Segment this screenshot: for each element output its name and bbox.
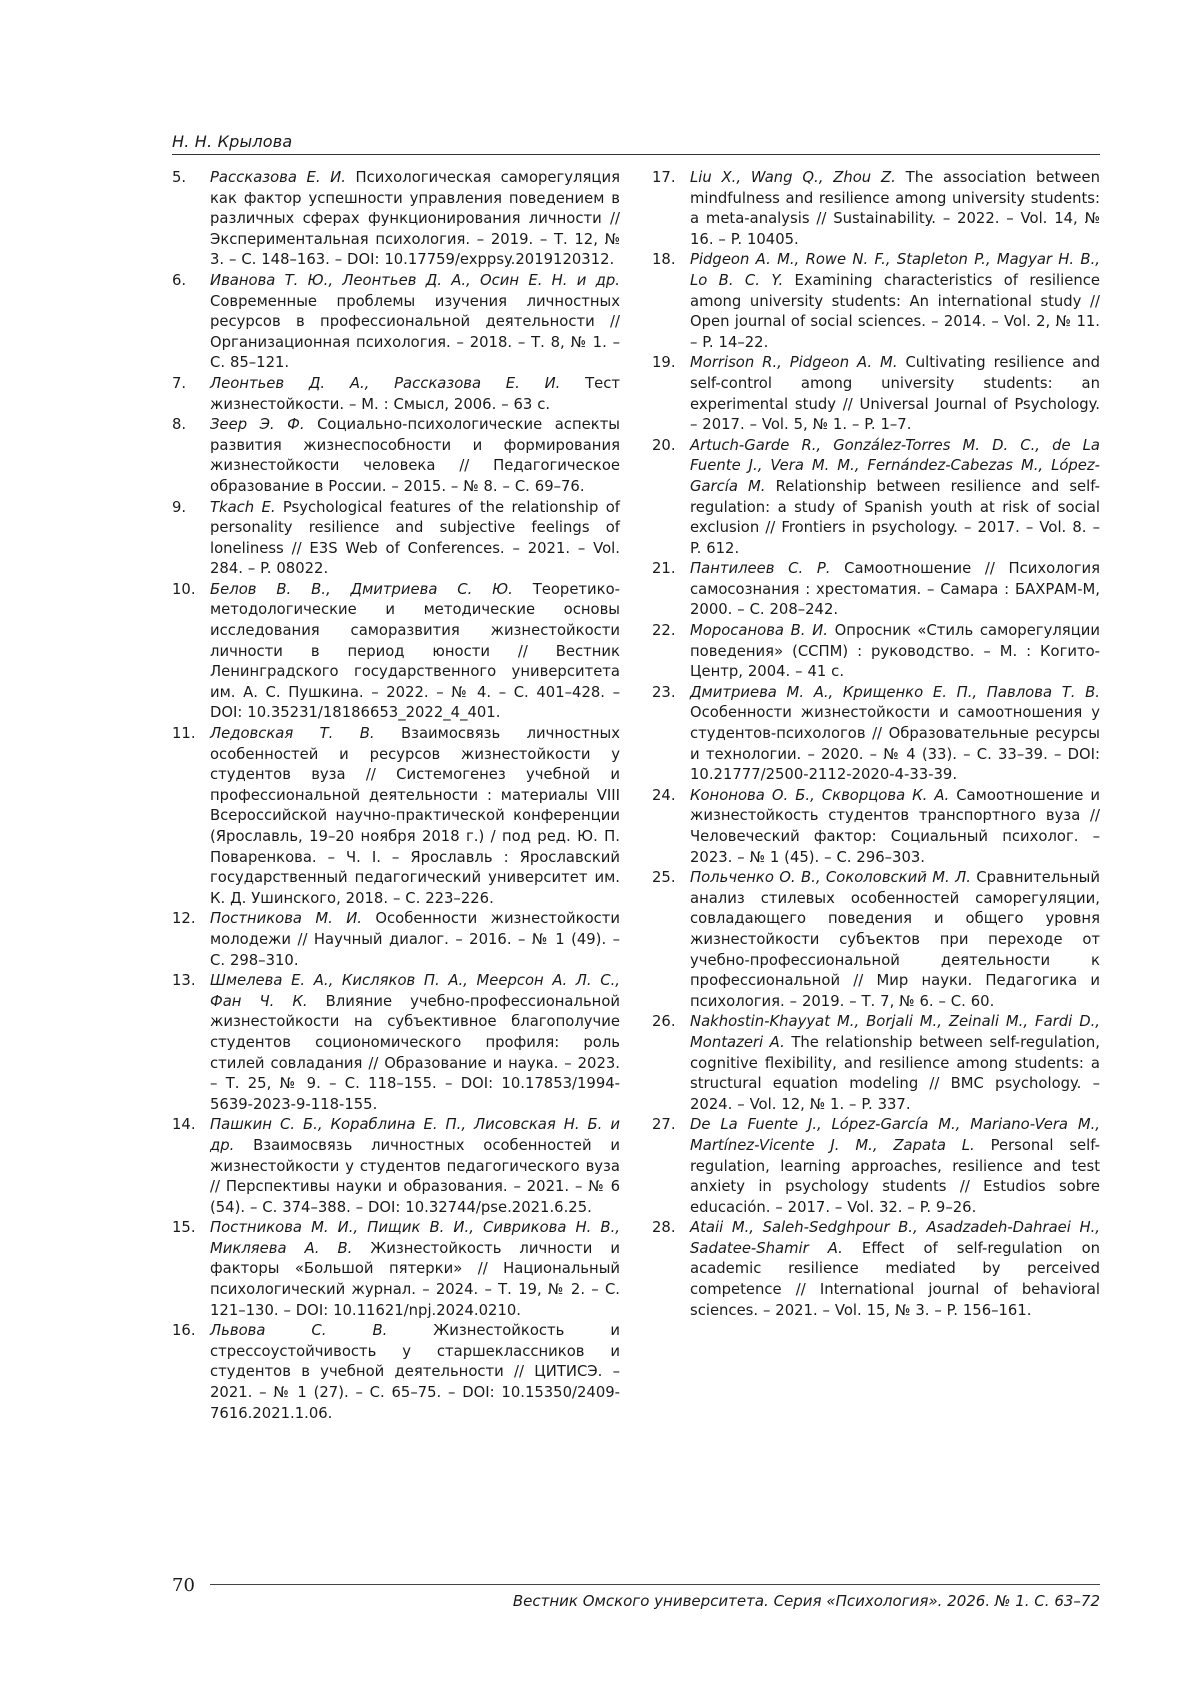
running-header-author: Н. Н. Крылова xyxy=(172,132,293,151)
reference-text: Опросник «Стиль саморегуляции поведения» (ССПМ) : руководство. – М. : Когито-Центр, 2004. – 41 с. xyxy=(690,622,1100,681)
reference-authors: Постникова М. И. xyxy=(210,910,363,928)
reference-text: The relationship between self-regulation, cognitive flexibility, and resilience among students: a structural equation modeling // BMC psychology. – 2024. – Vol. 12, № 1. – P. 337. xyxy=(690,1033,1100,1113)
reference-text: Влияние учебно-профессиональной жизнестойкости на субъективное благополучие студентов социономического профиля: роль стилей совладания // Образование и наука. – 2023. – Т. 25, № 9. – С. 118–155. – DOI: 10.17853/1994-5639-2023-9-118-155. xyxy=(210,992,621,1113)
reference-item xyxy=(652,621,1100,683)
reference-item xyxy=(652,683,1100,786)
reference-authors: Кононова О. Б., Скворцова К. А. xyxy=(690,786,950,804)
reference-number: 7. xyxy=(172,374,187,392)
reference-text: Psychological features of the relationship of personality resilience and subjective feelings of loneliness // E3S Web of Conferences. – 2021. – Vol. 284. – P. 08022. xyxy=(210,498,620,578)
reference-item xyxy=(172,168,620,271)
reference-authors: Шмелева Е. А., Кисляков П. А., Меерсон А. Л. С., Фан Ч. К. xyxy=(210,972,620,1010)
reference-item xyxy=(172,271,620,374)
reference-item xyxy=(652,1218,1100,1321)
reference-text: Психологическая саморегуляция как фактор успешности управления поведением в различных сферах функционирования личности // Экспериментальная психология. – 2019. – Т. 12, № 3. – С. 148–163. – DOI: 10.17759/exppsy.2019120312. xyxy=(210,169,620,269)
reference-text: The association between mindfulness and resilience among university students: a meta-analysis // Sustainability. – 2022. – Vol. 14, № 16. – P. 10405. xyxy=(690,169,1101,248)
reference-number: 6. xyxy=(172,271,187,289)
reference-text: Теоретико-методологические и методические основы исследования саморазвития жизнестойкости личности в период юности // Вестник Ленинградского государственного университета им. А. С. Пушкина. – 2022. – № 4. – С. 401–428. – DOI: 10.35231/18186653_2022_4_401. xyxy=(210,580,620,722)
reference-item xyxy=(172,909,620,971)
reference-text: Relationship between resilience and self-regulation: a study of Spanish youth at risk of social exclusion // Frontiers in psychology. – 2017. – Vol. 8. – P. 612. xyxy=(690,477,1100,557)
reference-item xyxy=(172,971,620,1115)
reference-authors: Ледовская Т. В. xyxy=(210,725,375,743)
reference-authors: Львова С. В. xyxy=(210,1322,388,1340)
reference-text: Взаимосвязь личностных особенностей и жизнестойкости у студентов педагогического вуза // Перспективы науки и образования. – 2021. – № 6 (54). – С. 374–388. – DOI: 10.32744/pse.2021.6.25. xyxy=(210,1136,620,1216)
reference-authors: Liu X., Wang Q., Zhou Z. xyxy=(690,169,896,186)
page-number: 70 xyxy=(172,1575,195,1596)
reference-number: 9. xyxy=(172,498,187,516)
reference-text: Особенности жизнестойкости и самоотношения у студентов-психологов // Образовательные ресурсы и технологии. – 2020. – № 4 (33). – С. 33–39. – DOI: 10.21777/2500-2112-2020-4-33-39. xyxy=(690,704,1100,784)
reference-item xyxy=(652,250,1100,353)
reference-authors: Ataii M., Saleh-Sedghpour B., Asadzadeh-Dahraei H., Sadatee-Shamir A. xyxy=(690,1219,1100,1257)
reference-number: 10. xyxy=(172,580,196,598)
reference-item xyxy=(172,1218,620,1321)
reference-number: 16. xyxy=(172,1322,196,1340)
reference-number: 24. xyxy=(652,786,676,804)
header-rule xyxy=(172,154,1100,155)
reference-item xyxy=(172,415,620,497)
reference-number: 5. xyxy=(172,169,187,186)
reference-item xyxy=(172,580,620,724)
reference-number: 14. xyxy=(172,1116,196,1134)
reference-authors: Зеер Э. Ф. xyxy=(210,416,305,434)
reference-number: 22. xyxy=(652,622,676,640)
reference-authors: Леонтьев Д. А., Рассказова Е. И. xyxy=(210,374,561,392)
reference-text: Современные проблемы изучения личностных ресурсов в профессиональной деятельности // Организационная психология. – 2018. – Т. 8, № 1. – С. 85–121. xyxy=(210,292,620,372)
reference-item xyxy=(172,1115,620,1218)
reference-item xyxy=(652,868,1100,1012)
reference-number: 12. xyxy=(172,910,196,928)
reference-text: Самоотношение // Психология самосознания : хрестоматия. – Самара : БАХРАМ-М, 2000. – С. 208–242. xyxy=(690,560,1100,619)
reference-item xyxy=(172,1321,620,1424)
reference-text: Examining characteristics of resilience among university students: An international study // Open journal of social sciences. – 2014. – Vol. 2, № 11. – P. 14–22. xyxy=(690,271,1100,351)
reference-item xyxy=(652,1012,1100,1115)
references-column-right xyxy=(652,168,1100,1321)
reference-authors: De La Fuente J., López-García M., Mariano-Vera M., Martínez-Vicente J. M., Zapata L. xyxy=(690,1116,1100,1154)
reference-text: Effect of self-regulation on academic resilience mediated by perceived competence // International journal of behavioral sciences. – 2021. – Vol. 15, № 3. – P. 156–161. xyxy=(690,1239,1101,1319)
reference-number: 8. xyxy=(172,416,187,434)
reference-number: 25. xyxy=(652,869,676,887)
reference-item xyxy=(172,498,620,580)
reference-text: Жизнестойкость и стрессоустойчивость у старшеклассников и студентов в учебной деятельности // ЦИТИСЭ. – 2021. – № 1 (27). – С. 65–75. – DOI: 10.15350/2409-7616.2021.1.06. xyxy=(210,1322,620,1422)
reference-authors: Моросанова В. И. xyxy=(690,622,828,640)
reference-authors: Рассказова Е. И. xyxy=(210,169,346,186)
reference-authors: Pidgeon A. M., Rowe N. F., Stapleton P., Magyar H. B., Lo B. C. Y. xyxy=(690,251,1100,289)
reference-item xyxy=(652,436,1100,560)
reference-item xyxy=(172,374,620,415)
reference-number: 17. xyxy=(652,169,676,186)
reference-number: 13. xyxy=(172,972,196,990)
reference-text: Сравнительный анализ стилевых особенностей саморегуляции, совладающего поведения и общего уровня жизнестойкости субъектов при переходе от учебно-профессиональной деятельности к профессиональной // Мир науки. Педагогика и психология. – 2019. – Т. 7, № 6. – С. 60. xyxy=(690,869,1100,1010)
reference-text: Cultivating resilience and self-control among university students: an experimental study // Universal Journal of Psychology. – 2017. – Vol. 5, № 1. – P. 1–7. xyxy=(690,354,1100,434)
reference-number: 27. xyxy=(652,1116,676,1134)
reference-number: 26. xyxy=(652,1013,676,1031)
reference-item xyxy=(652,353,1100,435)
reference-number: 18. xyxy=(652,251,676,269)
reference-text: Personal self-regulation, learning approaches, resilience and test anxiety in psychology students // Estudios sobre educación. – 2017. – Vol. 32. – P. 9–26. xyxy=(690,1136,1100,1216)
reference-text: Жизнестойкость личности и факторы «Большой пятерки» // Национальный психологический журнал. – 2024. – Т. 19, № 2. – С. 121–130. – DOI: 10.11621/npj.2024.0210. xyxy=(210,1239,620,1319)
reference-text: Тест жизнестойкости. – М. : Смысл, 2006. – 63 с. xyxy=(210,374,621,413)
reference-number: 20. xyxy=(652,436,676,454)
reference-number: 15. xyxy=(172,1219,196,1237)
reference-number: 21. xyxy=(652,560,676,578)
reference-text: Социально-психологические аспекты развития жизнеспособности и формирования жизнестойкости человека // Педагогическое образование в России. – 2015. – № 8. – С. 69–76. xyxy=(210,416,620,495)
journal-citation: Вестник Омского университета. Серия «Психология». 2026. № 1. С. 63–72 xyxy=(512,1592,1100,1610)
reference-authors: Постникова М. И., Пищик В. И., Сиврикова Н. В., Микляева А. В. xyxy=(210,1219,620,1257)
reference-authors: Morrison R., Pidgeon A. M. xyxy=(690,354,898,372)
reference-authors: Пашкин С. Б., Кораблина Е. П., Лисовская Н. Б. и др. xyxy=(210,1116,620,1154)
reference-item xyxy=(652,786,1100,868)
reference-text: Взаимосвязь личностных особенностей и ресурсов жизнестойкости у студентов вуза // Системогенез учебной и профессиональной деятельности : материалы VIII Всероссийской научно-практической конференции (Ярославль, 19–20 ноября 2018 г.) / под ред. Ю. П. Поваренкова. – Ч. I. – Ярославль : Ярославский государственный педагогический университет им. К. Д. Ушинского, 2018. – С. 223–226. xyxy=(210,725,620,907)
reference-authors: Польченко О. В., Соколовский М. Л. xyxy=(690,869,971,887)
reference-number: 23. xyxy=(652,683,676,701)
references-column-left xyxy=(172,168,620,1424)
footer-rule xyxy=(210,1584,1100,1585)
reference-item xyxy=(652,168,1100,250)
reference-authors: Дмитриева М. А., Крищенко Е. П., Павлова Т. В. xyxy=(690,683,1100,701)
reference-authors: Пантилеев С. Р. xyxy=(690,560,831,578)
reference-text: Самоотношение и жизнестойкость студентов транспортного вуза // Человеческий фактор: Социальный психолог. – 2023. – № 1 (45). – С. 296–303. xyxy=(690,786,1100,866)
reference-authors: Nakhostin-Khayyat M., Borjali M., Zeinali M., Fardi D., Montazeri A. xyxy=(690,1013,1100,1051)
reference-authors: Tkach E. xyxy=(210,498,276,516)
reference-text: Особенности жизнестойкости молодежи // Научный диалог. – 2016. – № 1 (49). – С. 298–310. xyxy=(210,910,620,969)
reference-item xyxy=(172,724,620,909)
reference-item xyxy=(652,1115,1100,1218)
reference-authors: Белов В. В., Дмитриева С. Ю. xyxy=(210,580,513,598)
reference-number: 11. xyxy=(172,725,196,743)
reference-number: 19. xyxy=(652,354,676,372)
reference-authors: Иванова Т. Ю., Леонтьев Д. А., Осин Е. Н. и др. xyxy=(210,271,620,289)
reference-item xyxy=(652,559,1100,621)
reference-authors: Artuch-Garde R., González-Torres M. D. C., de La Fuente J., Vera M. M., Fernández-Cabezas M., López-García M. xyxy=(690,436,1100,495)
reference-number: 28. xyxy=(652,1219,676,1237)
